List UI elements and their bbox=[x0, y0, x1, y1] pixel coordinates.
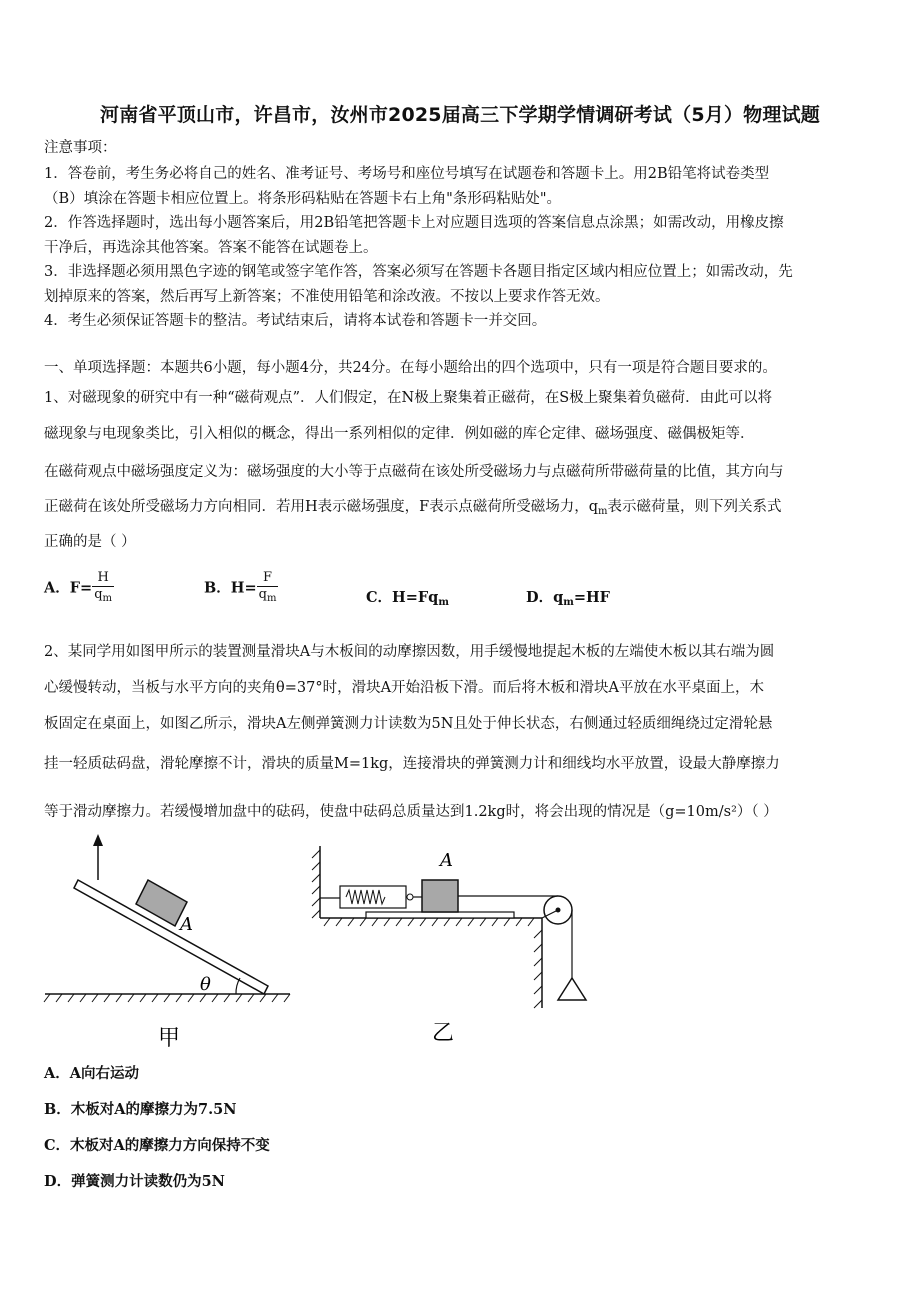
subscript-m: m bbox=[102, 593, 113, 604]
denominator bbox=[92, 587, 114, 607]
option-label: D．q bbox=[526, 589, 564, 606]
notice-line: 4．考生必须保证答题卡的整洁。考试结束后，请将本试卷和答题卡一并交回。 bbox=[44, 313, 547, 329]
figure-caption-yi: 乙 bbox=[432, 1021, 455, 1046]
notice-line: 干净后，再选涂其他答案。答案不能答在试题卷上。 bbox=[44, 240, 378, 256]
q1-text: 磁现象与电现象类比，引入相似的概念，得出一系列相似的定律．例如磁的库仑定律、磁场强度、磁偶极矩等． bbox=[44, 426, 755, 442]
option-label: C．H=Fq bbox=[366, 589, 439, 606]
denominator bbox=[257, 587, 279, 607]
q1-text: 1、对磁现象的研究中有一种“磁荷观点”．人们假定，在N极上聚集着正磁荷，在S极上聚集着负磁荷．由此可以将 bbox=[44, 390, 773, 406]
page-title: 河南省平顶山市，许昌市，汝州市2025届高三下学期学情调研考试（5月）物理试题 bbox=[100, 104, 820, 126]
weight-pan bbox=[558, 978, 586, 1000]
q2-option-a[interactable]: A．A向右运动 bbox=[44, 1065, 140, 1082]
option-label: =HF bbox=[573, 589, 610, 606]
q2-text: 心缓慢转动，当板与水平方向的夹角θ=37°时，滑块A开始沿板下滑。而后将木板和滑块A平放在水平桌面上，木 bbox=[44, 680, 765, 696]
q1-text-part: 正磁荷在该处所受磁场力方向相同．若用H表示磁场强度，F表示点磁荷所受磁场力，q bbox=[44, 499, 598, 515]
q1-text: 在磁荷观点中磁场强度定义为：磁场强度的大小等于点磁荷在该处所受磁场力与点磁荷所带磁荷量的比值，其方向与 bbox=[44, 464, 784, 480]
q1-option-c[interactable] bbox=[366, 586, 449, 608]
option-label: A．F= bbox=[44, 579, 93, 597]
figure-jia bbox=[40, 830, 300, 1060]
fraction bbox=[92, 570, 114, 607]
figure-caption-jia: 甲 bbox=[158, 1026, 181, 1051]
subscript-m: m bbox=[563, 597, 574, 608]
fraction bbox=[257, 570, 279, 607]
block-a bbox=[422, 880, 458, 912]
q2-option-b[interactable]: B．木板对A的摩擦力为7.5N bbox=[44, 1101, 237, 1118]
q2-text: 2、某同学用如图甲所示的装置测量滑块A与木板间的动摩擦因数，用手缓慢地提起木板的左端使木板以其右端为圆 bbox=[44, 644, 775, 660]
notice-line: 1．答卷前，考生务必将自己的姓名、准考证号、考场号和座位号填写在试题卷和答题卡上。用2B铅笔将试卷类型 bbox=[44, 166, 770, 182]
q2-text: 挂一轻质砝码盘，滑轮摩擦不计，滑块的质量M=1kg，连接滑块的弹簧测力计和细线均水平放置，设最大静摩擦力 bbox=[44, 756, 780, 772]
q1-text-part: 表示磁荷量，则下列关系式 bbox=[607, 499, 782, 515]
wall-hatch bbox=[312, 850, 320, 918]
den-text: q bbox=[258, 587, 267, 602]
q1-option-d[interactable] bbox=[526, 586, 610, 608]
q2-option-d[interactable]: D．弹簧测力计读数仍为5N bbox=[44, 1173, 225, 1190]
notice-line: （B）填涂在答题卡相应位置上。将条形码粘贴在答题卡右上角"条形码粘贴处"。 bbox=[44, 191, 561, 207]
q2-option-c[interactable]: C．木板对A的摩擦力方向保持不变 bbox=[44, 1137, 270, 1154]
subscript-m: m bbox=[438, 597, 449, 608]
board bbox=[366, 912, 514, 918]
ground-hatch bbox=[44, 994, 290, 1002]
leg-hatch bbox=[534, 930, 542, 1008]
den-text: q bbox=[94, 587, 103, 602]
angle-arc bbox=[236, 978, 240, 994]
notice-line: 2．作答选择题时，选出每小题答案后，用2B铅笔把答题卡上对应题目选项的答案信息点涂黑；如需改动，用橡皮擦 bbox=[44, 215, 784, 231]
q2-text: 等于滑动摩擦力。若缓慢增加盘中的砝码，使盘中砝码总质量达到1.2kg时，将会出现的情况是（g=10m/s²）（ ） bbox=[44, 804, 778, 820]
q1-text: 正确的是（ ） bbox=[44, 534, 136, 550]
table-hatch bbox=[324, 918, 534, 926]
figure-yi bbox=[300, 840, 610, 1050]
section-heading: 一、单项选择题：本题共6小题，每小题4分，共24分。在每小题给出的四个选项中，只有一项是符合题目要求的。 bbox=[44, 360, 777, 376]
notice-line: 3．非选择题必须用黑色字迹的钢笔或签字笔作答，答案必须写在答题卡各题目指定区域内相应位置上；如需改动，先 bbox=[44, 264, 793, 280]
label-theta: θ bbox=[200, 974, 211, 995]
label-a: A bbox=[440, 850, 453, 871]
q1-option-a[interactable] bbox=[44, 570, 114, 607]
spring-scale bbox=[320, 886, 422, 908]
q1-text bbox=[44, 495, 781, 517]
option-label: B．H= bbox=[204, 579, 257, 597]
q2-text: 板固定在桌面上，如图乙所示，滑块A左侧弹簧测力计读数为5N且处于伸长状态，右侧通过轻质细绳绕过定滑轮悬 bbox=[44, 716, 773, 732]
arrow-head bbox=[93, 834, 103, 846]
notice-heading: 注意事项： bbox=[44, 140, 117, 156]
subscript-m: m bbox=[266, 593, 277, 604]
numerator: H bbox=[92, 570, 114, 587]
subscript-m: m bbox=[598, 506, 608, 517]
label-a: A bbox=[180, 914, 193, 935]
notice-line: 划掉原来的答案，然后再写上新答案；不准使用铅笔和涂改液。不按以上要求作答无效。 bbox=[44, 289, 610, 305]
numerator: F bbox=[257, 570, 279, 587]
q1-option-b[interactable] bbox=[204, 570, 278, 607]
